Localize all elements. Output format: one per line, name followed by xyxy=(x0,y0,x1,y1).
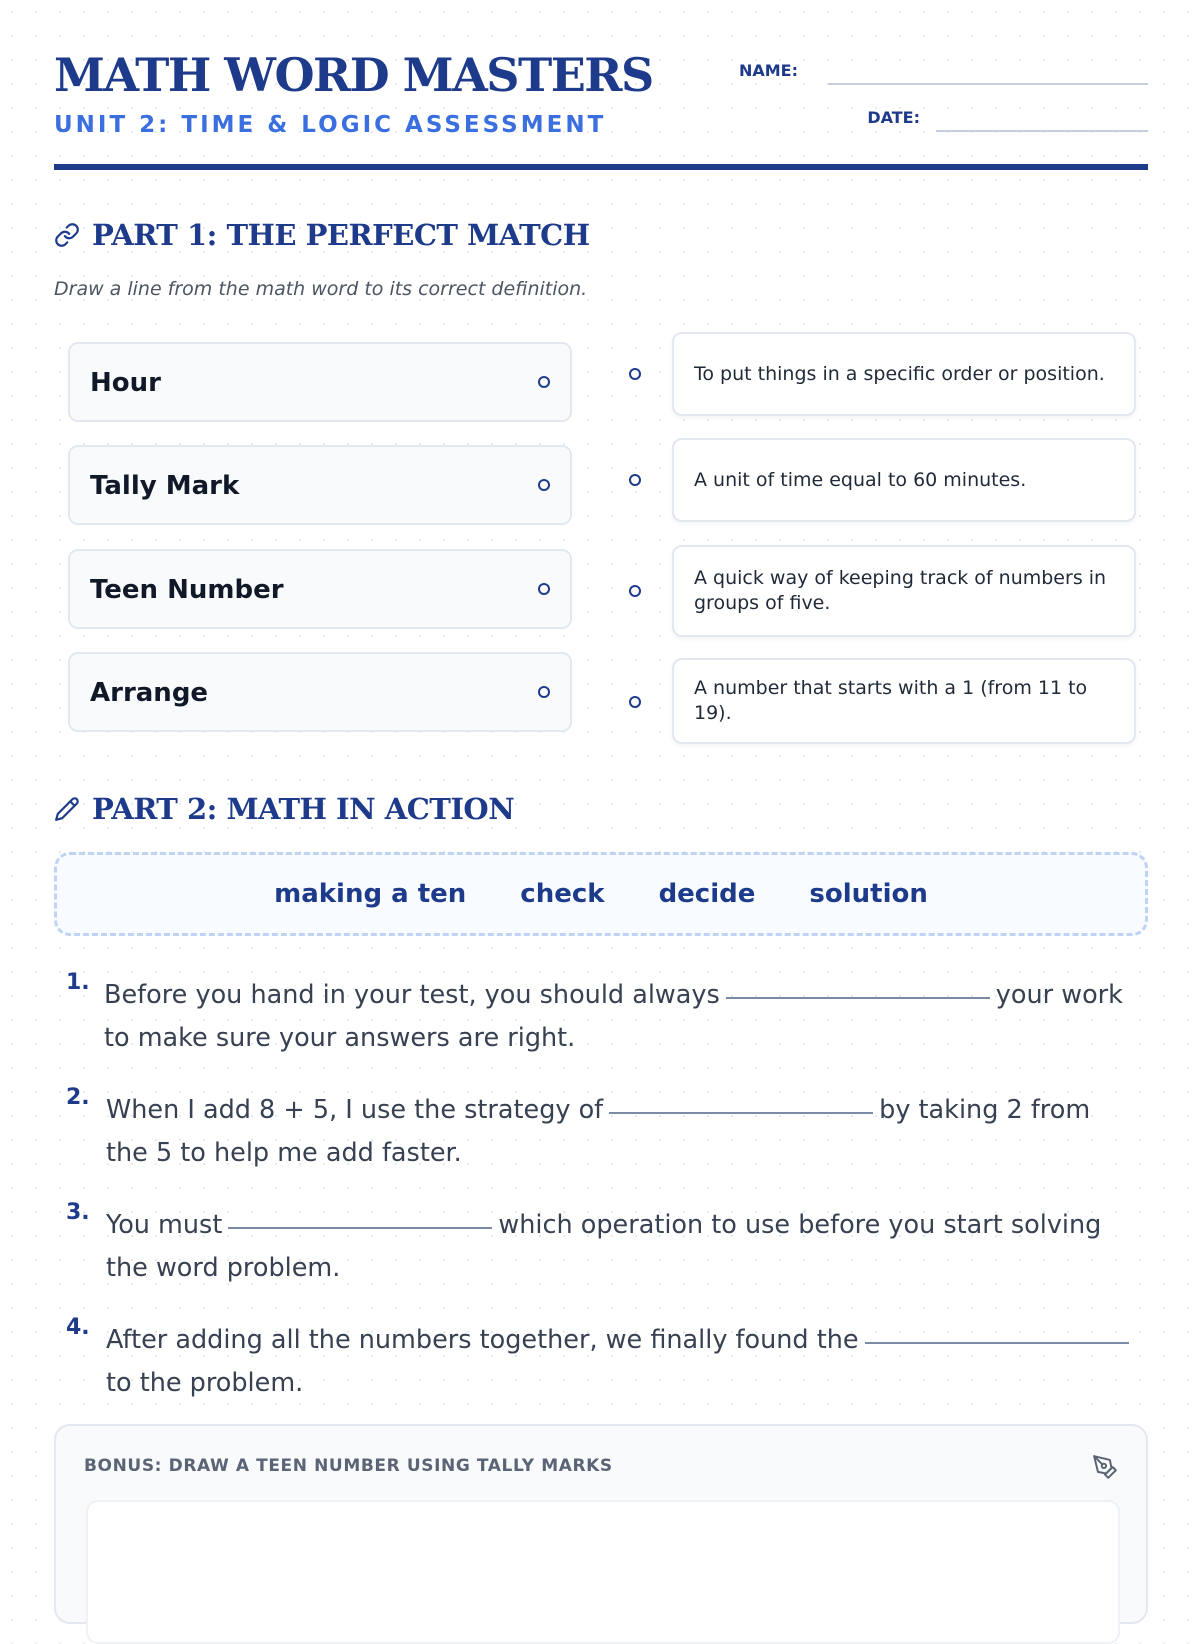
bonus-title: BONUS: DRAW A TEEN NUMBER USING TALLY MARKS xyxy=(84,1456,613,1476)
term-connector-dot[interactable] xyxy=(538,479,550,491)
bonus-box xyxy=(54,1424,1148,1624)
term-card-teen-number xyxy=(68,549,572,629)
question-text xyxy=(104,974,1134,1060)
answer-blank[interactable] xyxy=(726,997,990,999)
worksheet-subtitle: UNIT 2: TIME & LOGIC ASSESSMENT xyxy=(54,112,607,138)
name-label: NAME: xyxy=(738,61,798,80)
pen-tool-icon xyxy=(1092,1454,1118,1480)
question-text xyxy=(106,1204,1136,1290)
term-label: Teen Number xyxy=(90,575,284,605)
term-card-hour xyxy=(68,342,572,422)
link-icon xyxy=(54,222,80,248)
definition-connector-dot[interactable] xyxy=(629,368,641,380)
definition-card: A unit of time equal to 60 minutes. xyxy=(672,438,1136,522)
word-bank-item: solution xyxy=(809,879,928,909)
term-label: Tally Mark xyxy=(90,471,240,501)
question-text-before: You must xyxy=(106,1210,223,1240)
part1-heading xyxy=(54,218,590,252)
part2-title: PART 2: MATH IN ACTION xyxy=(92,792,515,826)
definition-card: To put things in a specific order or position. xyxy=(672,332,1136,416)
term-connector-dot[interactable] xyxy=(538,376,550,388)
bonus-drawing-area[interactable] xyxy=(86,1500,1120,1644)
question-text-before: Before you hand in your test, you should always xyxy=(104,980,720,1010)
date-label: DATE: xyxy=(867,108,920,127)
word-bank xyxy=(54,852,1148,936)
date-field[interactable] xyxy=(936,130,1148,132)
question-text-after: by taking 2 from the 5 to help me add faster. xyxy=(106,1095,1091,1168)
term-label: Arrange xyxy=(90,678,209,708)
question-text xyxy=(106,1089,1136,1175)
term-connector-dot[interactable] xyxy=(538,583,550,595)
pencil-icon xyxy=(54,796,80,822)
worksheet-title: MATH WORD MASTERS xyxy=(54,48,653,102)
term-card-arrange xyxy=(68,652,572,732)
word-bank-item: making a ten xyxy=(274,879,467,909)
question-text-after: which operation to use before you start solving the word problem. xyxy=(106,1210,1102,1283)
part1-title: PART 1: THE PERFECT MATCH xyxy=(92,218,590,252)
term-connector-dot[interactable] xyxy=(538,686,550,698)
name-field[interactable] xyxy=(828,83,1148,85)
part1-instruction: Draw a line from the math word to its correct definition. xyxy=(54,278,588,300)
definition-connector-dot[interactable] xyxy=(629,696,641,708)
word-bank-item: decide xyxy=(658,879,756,909)
answer-blank[interactable] xyxy=(609,1112,873,1114)
question-text-after: to the problem. xyxy=(106,1368,304,1398)
header-divider xyxy=(54,164,1148,170)
term-card-tally-mark xyxy=(68,445,572,525)
word-bank-item: check xyxy=(520,879,605,909)
question-number: 3. xyxy=(66,1200,90,1225)
question-number: 1. xyxy=(66,970,90,995)
question-text-before: After adding all the numbers together, we finally found the xyxy=(106,1325,859,1355)
definition-connector-dot[interactable] xyxy=(629,474,641,486)
part2-heading xyxy=(54,792,514,826)
question-number: 2. xyxy=(66,1085,90,1110)
question-text-after: your work to make sure your answers are right. xyxy=(104,980,1123,1053)
definition-connector-dot[interactable] xyxy=(629,585,641,597)
term-label: Hour xyxy=(90,368,161,398)
definition-card: A number that starts with a 1 (from 11 to 19). xyxy=(672,658,1136,744)
definition-card: A quick way of keeping track of numbers in groups of five. xyxy=(672,545,1136,637)
answer-blank[interactable] xyxy=(228,1227,492,1229)
question-text xyxy=(106,1319,1136,1405)
question-text-before: When I add 8 + 5, I use the strategy of xyxy=(106,1095,604,1125)
answer-blank[interactable] xyxy=(865,1342,1129,1344)
question-number: 4. xyxy=(66,1315,90,1340)
